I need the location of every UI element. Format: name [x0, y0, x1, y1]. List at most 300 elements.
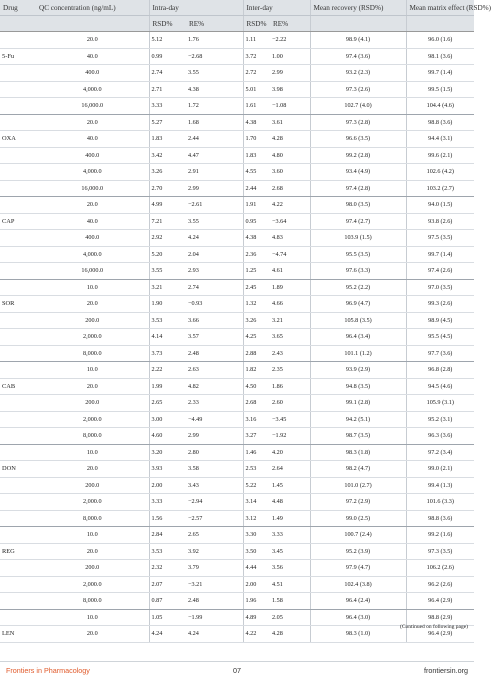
journal-name[interactable]: Frontiers in Pharmacology — [6, 666, 90, 675]
table-row — [0, 312, 474, 329]
table-row — [0, 494, 474, 511]
continued-note: (Continued on following page) — [400, 624, 468, 630]
cell-mean-recovery: 98.0 (3.5) — [310, 197, 406, 214]
cell-qc-concentration: 16,000.0 — [36, 98, 149, 115]
cell-intra-re: 4.24 — [186, 626, 243, 643]
table-row — [0, 213, 474, 230]
cell-mean-matrix-effect: 96.3 (3.6) — [406, 428, 474, 445]
cell-intra-re: 2.74 — [186, 279, 243, 296]
table-row — [0, 81, 474, 98]
cell-mean-recovery: 98.9 (4.1) — [310, 32, 406, 49]
cell-intra-re: 3.66 — [186, 312, 243, 329]
cell-mean-recovery: 101.1 (1.2) — [310, 345, 406, 362]
cell-inter-rsd: 4.38 — [243, 114, 270, 131]
cell-qc-concentration: 20.0 — [36, 543, 149, 560]
cell-mean-matrix-effect: 97.3 (3.5) — [406, 543, 474, 560]
subheader-blank — [406, 16, 474, 32]
cell-inter-rsd: 2.72 — [243, 65, 270, 82]
cell-mean-matrix-effect: 96.2 (2.6) — [406, 576, 474, 593]
cell-intra-rsd: 3.73 — [149, 345, 186, 362]
cell-mean-recovery: 103.9 (1.5) — [310, 230, 406, 247]
cell-mean-matrix-effect: 96.0 (1.6) — [406, 32, 474, 49]
cell-intra-re: 3.55 — [186, 65, 243, 82]
cell-intra-re: −1.99 — [186, 609, 243, 626]
cell-mean-recovery: 101.0 (2.7) — [310, 477, 406, 494]
cell-intra-rsd: 3.26 — [149, 164, 186, 181]
cell-mean-matrix-effect: 102.6 (4.2) — [406, 164, 474, 181]
cell-qc-concentration: 4,000.0 — [36, 164, 149, 181]
cell-intra-re: 2.63 — [186, 362, 243, 379]
cell-mean-recovery: 99.1 (2.8) — [310, 395, 406, 412]
cell-mean-recovery: 96.9 (4.7) — [310, 296, 406, 313]
cell-mean-recovery: 96.4 (3.4) — [310, 329, 406, 346]
cell-intra-re: 1.76 — [186, 32, 243, 49]
cell-mean-recovery: 97.3 (2.8) — [310, 114, 406, 131]
cell-intra-re: 2.65 — [186, 527, 243, 544]
cell-inter-re: 1.49 — [270, 510, 310, 527]
cell-intra-rsd: 3.53 — [149, 543, 186, 560]
cell-qc-concentration: 20.0 — [36, 32, 149, 49]
cell-inter-rsd: 5.22 — [243, 477, 270, 494]
cell-inter-rsd: 3.14 — [243, 494, 270, 511]
cell-intra-rsd: 2.00 — [149, 477, 186, 494]
cell-mean-matrix-effect: 96.4 (2.9) — [406, 593, 474, 610]
cell-mean-matrix-effect: 101.6 (3.3) — [406, 494, 474, 511]
header-mean-recovery: Mean recovery (RSD%) — [310, 0, 406, 16]
cell-qc-concentration: 200.0 — [36, 395, 149, 412]
cell-mean-recovery: 95.2 (2.2) — [310, 279, 406, 296]
cell-drug — [0, 428, 36, 445]
cell-drug — [0, 65, 36, 82]
cell-mean-recovery: 99.0 (2.5) — [310, 510, 406, 527]
cell-inter-rsd: 2.53 — [243, 461, 270, 478]
cell-intra-re: −2.57 — [186, 510, 243, 527]
cell-intra-re: 2.48 — [186, 593, 243, 610]
table-row — [0, 164, 474, 181]
cell-mean-recovery: 97.9 (4.7) — [310, 560, 406, 577]
cell-inter-re: 3.60 — [270, 164, 310, 181]
cell-inter-re: 3.98 — [270, 81, 310, 98]
cell-inter-re: 3.21 — [270, 312, 310, 329]
cell-drug: 5-Fu — [0, 48, 36, 65]
cell-intra-rsd: 2.22 — [149, 362, 186, 379]
cell-mean-recovery: 102.7 (4.0) — [310, 98, 406, 115]
cell-inter-rsd: 5.01 — [243, 81, 270, 98]
cell-qc-concentration: 4,000.0 — [36, 81, 149, 98]
cell-intra-re: 2.99 — [186, 428, 243, 445]
cell-intra-re: 4.38 — [186, 81, 243, 98]
table-row — [0, 411, 474, 428]
cell-mean-matrix-effect: 103.2 (2.7) — [406, 180, 474, 197]
table-row — [0, 246, 474, 263]
subheader-blank — [310, 16, 406, 32]
cell-intra-rsd: 2.74 — [149, 65, 186, 82]
subheader-intra-rsd: RSD% — [149, 16, 186, 32]
cell-intra-rsd: 4.24 — [149, 626, 186, 643]
cell-mean-recovery: 96.4 (3.0) — [310, 609, 406, 626]
cell-qc-concentration: 16,000.0 — [36, 180, 149, 197]
cell-mean-recovery: 97.3 (2.6) — [310, 81, 406, 98]
cell-mean-matrix-effect: 99.3 (2.6) — [406, 296, 474, 313]
cell-inter-re: 4.28 — [270, 626, 310, 643]
cell-intra-re: −0.93 — [186, 296, 243, 313]
cell-drug — [0, 345, 36, 362]
table-row — [0, 147, 474, 164]
cell-inter-rsd: 2.00 — [243, 576, 270, 593]
cell-mean-matrix-effect: 104.4 (4.6) — [406, 98, 474, 115]
cell-inter-rsd: 3.16 — [243, 411, 270, 428]
cell-inter-rsd: 3.27 — [243, 428, 270, 445]
cell-intra-re: −2.61 — [186, 197, 243, 214]
cell-inter-rsd: 1.25 — [243, 263, 270, 280]
cell-intra-re: 4.82 — [186, 378, 243, 395]
cell-qc-concentration: 40.0 — [36, 131, 149, 148]
table-subheader-row — [0, 16, 474, 32]
cell-inter-re: 1.00 — [270, 48, 310, 65]
cell-intra-rsd: 0.99 — [149, 48, 186, 65]
table-row — [0, 444, 474, 461]
cell-intra-re: 2.04 — [186, 246, 243, 263]
cell-drug — [0, 32, 36, 49]
cell-inter-re: 4.48 — [270, 494, 310, 511]
cell-intra-rsd: 1.05 — [149, 609, 186, 626]
cell-intra-rsd: 3.00 — [149, 411, 186, 428]
subheader-intra-re: RE% — [186, 16, 243, 32]
cell-mean-matrix-effect: 98.9 (4.5) — [406, 312, 474, 329]
cell-qc-concentration: 8,000.0 — [36, 345, 149, 362]
cell-drug — [0, 477, 36, 494]
cell-mean-recovery: 94.8 (3.5) — [310, 378, 406, 395]
cell-inter-rsd: 2.88 — [243, 345, 270, 362]
cell-mean-matrix-effect: 94.5 (4.6) — [406, 378, 474, 395]
cell-mean-matrix-effect: 99.6 (2.1) — [406, 147, 474, 164]
cell-intra-rsd: 1.99 — [149, 378, 186, 395]
cell-inter-re: 3.65 — [270, 329, 310, 346]
cell-mean-recovery: 99.2 (2.8) — [310, 147, 406, 164]
cell-qc-concentration: 8,000.0 — [36, 510, 149, 527]
cell-inter-re: 1.86 — [270, 378, 310, 395]
table-row — [0, 131, 474, 148]
cell-mean-recovery: 93.9 (2.9) — [310, 362, 406, 379]
cell-mean-matrix-effect: 98.1 (3.6) — [406, 48, 474, 65]
cell-qc-concentration: 2,000.0 — [36, 411, 149, 428]
table-row — [0, 477, 474, 494]
cell-mean-recovery: 98.7 (3.5) — [310, 428, 406, 445]
cell-inter-re: 2.68 — [270, 180, 310, 197]
cell-mean-matrix-effect: 94.0 (1.5) — [406, 197, 474, 214]
cell-qc-concentration: 10.0 — [36, 609, 149, 626]
table-row — [0, 593, 474, 610]
cell-inter-re: 4.66 — [270, 296, 310, 313]
cell-mean-recovery: 100.7 (2.4) — [310, 527, 406, 544]
cell-mean-matrix-effect: 97.5 (3.5) — [406, 230, 474, 247]
cell-qc-concentration: 20.0 — [36, 114, 149, 131]
cell-qc-concentration: 8,000.0 — [36, 593, 149, 610]
cell-intra-re: −3.21 — [186, 576, 243, 593]
cell-mean-matrix-effect: 98.8 (2.9) — [406, 609, 474, 626]
cell-intra-re: 4.24 — [186, 230, 243, 247]
cell-qc-concentration: 20.0 — [36, 197, 149, 214]
cell-drug — [0, 114, 36, 131]
cell-inter-rsd: 1.32 — [243, 296, 270, 313]
cell-inter-rsd: 2.68 — [243, 395, 270, 412]
subheader-inter-re: RE% — [270, 16, 310, 32]
cell-qc-concentration: 20.0 — [36, 296, 149, 313]
cell-intra-re: 1.72 — [186, 98, 243, 115]
cell-drug — [0, 147, 36, 164]
cell-mean-matrix-effect: 99.5 (1.5) — [406, 81, 474, 98]
cell-drug — [0, 312, 36, 329]
cell-inter-re: 2.43 — [270, 345, 310, 362]
cell-inter-rsd: 1.83 — [243, 147, 270, 164]
cell-qc-concentration: 40.0 — [36, 48, 149, 65]
cell-mean-recovery: 93.4 (4.9) — [310, 164, 406, 181]
cell-inter-re: 3.33 — [270, 527, 310, 544]
cell-intra-rsd: 3.53 — [149, 312, 186, 329]
cell-mean-recovery: 96.4 (2.4) — [310, 593, 406, 610]
cell-mean-recovery: 98.3 (1.8) — [310, 444, 406, 461]
cell-mean-matrix-effect: 99.0 (2.1) — [406, 461, 474, 478]
cell-intra-re: 3.57 — [186, 329, 243, 346]
cell-mean-recovery: 105.8 (3.5) — [310, 312, 406, 329]
cell-drug: CAP — [0, 213, 36, 230]
cell-mean-recovery: 102.4 (3.8) — [310, 576, 406, 593]
cell-intra-rsd: 7.21 — [149, 213, 186, 230]
cell-qc-concentration: 200.0 — [36, 560, 149, 577]
table-row — [0, 527, 474, 544]
table-row — [0, 395, 474, 412]
cell-inter-rsd: 1.91 — [243, 197, 270, 214]
cell-intra-rsd: 4.14 — [149, 329, 186, 346]
cell-inter-re: 1.58 — [270, 593, 310, 610]
cell-inter-re: 3.61 — [270, 114, 310, 131]
cell-intra-re: 4.47 — [186, 147, 243, 164]
cell-intra-rsd: 5.27 — [149, 114, 186, 131]
cell-inter-rsd: 3.12 — [243, 510, 270, 527]
cell-inter-re: 4.22 — [270, 197, 310, 214]
cell-drug — [0, 411, 36, 428]
cell-mean-recovery: 97.2 (2.9) — [310, 494, 406, 511]
cell-mean-matrix-effect: 106.2 (2.6) — [406, 560, 474, 577]
cell-inter-re: −3.64 — [270, 213, 310, 230]
cell-inter-rsd: 1.46 — [243, 444, 270, 461]
cell-mean-recovery: 98.2 (4.7) — [310, 461, 406, 478]
cell-inter-re: −3.45 — [270, 411, 310, 428]
cell-mean-matrix-effect: 98.8 (3.6) — [406, 114, 474, 131]
cell-intra-re: 2.33 — [186, 395, 243, 412]
cell-intra-re: 3.55 — [186, 213, 243, 230]
journal-site-link[interactable]: frontiersin.org — [424, 666, 468, 675]
cell-mean-matrix-effect: 95.5 (4.5) — [406, 329, 474, 346]
cell-intra-re: 3.43 — [186, 477, 243, 494]
cell-intra-rsd: 2.70 — [149, 180, 186, 197]
cell-drug — [0, 593, 36, 610]
cell-intra-re: 1.68 — [186, 114, 243, 131]
cell-inter-rsd: 3.72 — [243, 48, 270, 65]
cell-inter-rsd: 4.22 — [243, 626, 270, 643]
cell-inter-rsd: 3.26 — [243, 312, 270, 329]
table-row — [0, 230, 474, 247]
table-row — [0, 576, 474, 593]
cell-intra-rsd: 5.20 — [149, 246, 186, 263]
table-row — [0, 428, 474, 445]
cell-drug — [0, 527, 36, 544]
header-inter-day: Inter-day — [243, 0, 310, 16]
cell-mean-matrix-effect: 96.4 (2.9) — [406, 626, 474, 643]
cell-inter-re: 2.35 — [270, 362, 310, 379]
cell-intra-re: 2.80 — [186, 444, 243, 461]
cell-intra-rsd: 3.20 — [149, 444, 186, 461]
cell-qc-concentration: 20.0 — [36, 626, 149, 643]
cell-qc-concentration: 4,000.0 — [36, 246, 149, 263]
table-row — [0, 180, 474, 197]
cell-mean-recovery: 97.4 (2.8) — [310, 180, 406, 197]
header-intra-day: Intra-day — [149, 0, 243, 16]
cell-intra-re: 2.93 — [186, 263, 243, 280]
cell-qc-concentration: 8,000.0 — [36, 428, 149, 445]
cell-inter-rsd: 0.95 — [243, 213, 270, 230]
table-row — [0, 32, 474, 49]
cell-mean-matrix-effect: 99.7 (1.4) — [406, 246, 474, 263]
subheader-inter-rsd: RSD% — [243, 16, 270, 32]
cell-inter-re: 4.28 — [270, 131, 310, 148]
cell-inter-re: 3.56 — [270, 560, 310, 577]
cell-drug — [0, 329, 36, 346]
cell-drug — [0, 279, 36, 296]
table-row — [0, 378, 474, 395]
cell-inter-re: 4.83 — [270, 230, 310, 247]
table-row — [0, 543, 474, 560]
cell-intra-rsd: 1.56 — [149, 510, 186, 527]
cell-mean-recovery: 97.4 (3.6) — [310, 48, 406, 65]
cell-qc-concentration: 10.0 — [36, 444, 149, 461]
cell-inter-rsd: 4.89 — [243, 609, 270, 626]
cell-intra-rsd: 3.21 — [149, 279, 186, 296]
cell-inter-re: 4.20 — [270, 444, 310, 461]
cell-intra-rsd: 2.71 — [149, 81, 186, 98]
cell-intra-re: 2.44 — [186, 131, 243, 148]
cell-drug — [0, 609, 36, 626]
cell-inter-rsd: 2.44 — [243, 180, 270, 197]
cell-intra-re: −2.94 — [186, 494, 243, 511]
cell-qc-concentration: 10.0 — [36, 279, 149, 296]
cell-intra-rsd: 3.33 — [149, 494, 186, 511]
cell-mean-matrix-effect: 94.4 (3.1) — [406, 131, 474, 148]
table-row — [0, 329, 474, 346]
header-drug: Drug — [0, 0, 36, 16]
page-number: 07 — [233, 666, 241, 675]
cell-inter-rsd: 1.70 — [243, 131, 270, 148]
cell-mean-matrix-effect: 97.0 (3.5) — [406, 279, 474, 296]
cell-intra-re: 2.99 — [186, 180, 243, 197]
cell-mean-matrix-effect: 97.4 (2.6) — [406, 263, 474, 280]
cell-inter-rsd: 1.11 — [243, 32, 270, 49]
cell-inter-re: 2.64 — [270, 461, 310, 478]
cell-intra-rsd: 2.84 — [149, 527, 186, 544]
cell-qc-concentration: 200.0 — [36, 477, 149, 494]
cell-inter-re: 3.45 — [270, 543, 310, 560]
cell-qc-concentration: 2,000.0 — [36, 494, 149, 511]
cell-mean-matrix-effect: 93.8 (2.6) — [406, 213, 474, 230]
cell-mean-recovery: 95.5 (3.5) — [310, 246, 406, 263]
cell-mean-recovery: 93.2 (2.3) — [310, 65, 406, 82]
cell-intra-rsd: 1.90 — [149, 296, 186, 313]
cell-mean-recovery: 97.6 (3.3) — [310, 263, 406, 280]
cell-mean-matrix-effect: 95.2 (3.1) — [406, 411, 474, 428]
cell-intra-rsd: 4.60 — [149, 428, 186, 445]
cell-inter-rsd: 3.30 — [243, 527, 270, 544]
cell-mean-recovery: 98.3 (1.0) — [310, 626, 406, 643]
cell-drug: REG — [0, 543, 36, 560]
cell-drug — [0, 98, 36, 115]
cell-mean-matrix-effect: 96.8 (2.8) — [406, 362, 474, 379]
cell-qc-concentration: 400.0 — [36, 65, 149, 82]
cell-mean-recovery: 95.2 (3.9) — [310, 543, 406, 560]
cell-drug: SOR — [0, 296, 36, 313]
cell-drug: OXA — [0, 131, 36, 148]
cell-inter-rsd: 3.50 — [243, 543, 270, 560]
cell-qc-concentration: 40.0 — [36, 213, 149, 230]
cell-inter-rsd: 4.38 — [243, 230, 270, 247]
cell-inter-re: 1.89 — [270, 279, 310, 296]
cell-intra-rsd: 2.32 — [149, 560, 186, 577]
cell-drug — [0, 197, 36, 214]
cell-inter-rsd: 1.61 — [243, 98, 270, 115]
cell-drug — [0, 560, 36, 577]
cell-intra-rsd: 2.92 — [149, 230, 186, 247]
cell-inter-re: 2.05 — [270, 609, 310, 626]
cell-inter-re: −1.08 — [270, 98, 310, 115]
table-row — [0, 114, 474, 131]
cell-mean-matrix-effect: 99.7 (1.4) — [406, 65, 474, 82]
cell-qc-concentration: 400.0 — [36, 230, 149, 247]
cell-qc-concentration: 10.0 — [36, 527, 149, 544]
table-header-row — [0, 0, 474, 16]
cell-drug — [0, 510, 36, 527]
cell-intra-re: 3.79 — [186, 560, 243, 577]
cell-mean-recovery: 97.4 (2.7) — [310, 213, 406, 230]
cell-mean-matrix-effect: 99.2 (1.6) — [406, 527, 474, 544]
cell-mean-matrix-effect: 105.9 (3.1) — [406, 395, 474, 412]
cell-drug: DON — [0, 461, 36, 478]
cell-mean-recovery: 94.2 (5.1) — [310, 411, 406, 428]
cell-qc-concentration: 2,000.0 — [36, 576, 149, 593]
subheader-blank — [36, 16, 149, 32]
cell-mean-matrix-effect: 99.4 (1.3) — [406, 477, 474, 494]
cell-drug: LEN — [0, 626, 36, 643]
table-row — [0, 48, 474, 65]
cell-intra-rsd: 0.87 — [149, 593, 186, 610]
cell-inter-re: 2.99 — [270, 65, 310, 82]
cell-drug — [0, 395, 36, 412]
cell-inter-re: −2.22 — [270, 32, 310, 49]
cell-drug — [0, 362, 36, 379]
cell-intra-rsd: 2.65 — [149, 395, 186, 412]
cell-inter-rsd: 1.82 — [243, 362, 270, 379]
cell-intra-re: 2.48 — [186, 345, 243, 362]
cell-drug — [0, 81, 36, 98]
table-row — [0, 296, 474, 313]
cell-qc-concentration: 16,000.0 — [36, 263, 149, 280]
table-row — [0, 510, 474, 527]
table-row — [0, 65, 474, 82]
cell-inter-re: −4.74 — [270, 246, 310, 263]
page-footer — [0, 661, 474, 677]
cell-intra-re: 3.92 — [186, 543, 243, 560]
table-row — [0, 279, 474, 296]
subheader-blank — [0, 16, 36, 32]
cell-qc-concentration: 200.0 — [36, 312, 149, 329]
